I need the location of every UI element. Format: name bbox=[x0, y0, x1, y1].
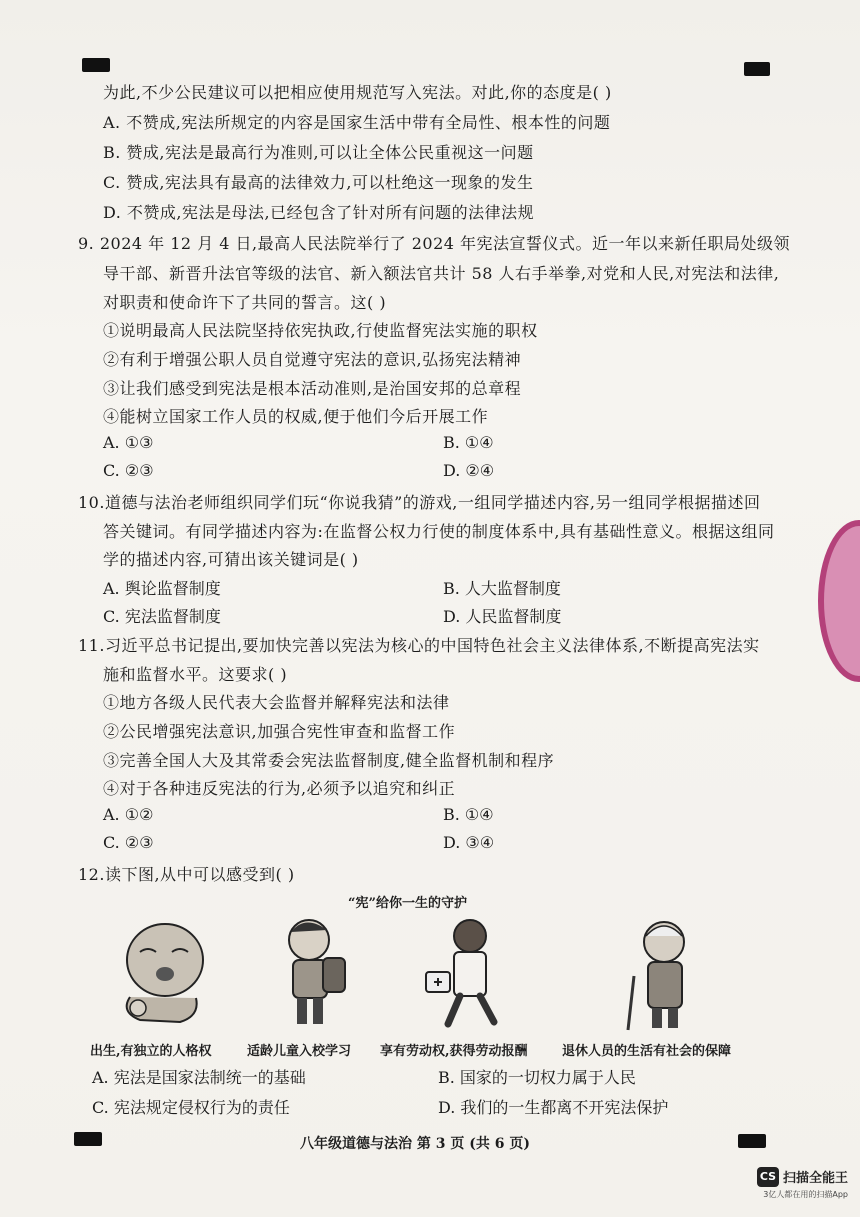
q10-stem-line-3: 学的描述内容,可猜出该关键词是( ) bbox=[103, 550, 359, 569]
caption-school: 适龄儿童入校学习 bbox=[247, 1044, 352, 1059]
q12-option-d: D. 我们的一生都离不开宪法保护 bbox=[438, 1098, 669, 1117]
q11-option-a: A. ①② bbox=[103, 805, 154, 824]
q11-option-d: D. ③④ bbox=[443, 833, 495, 852]
q11-stem-line-1: 11.习近平总书记提出,要加快完善以宪法为核心的中国特色社会主义法律体系,不断提高宪法实 bbox=[78, 636, 760, 655]
caption-labor: 享有劳动权,获得劳动报酬 bbox=[380, 1044, 528, 1059]
page-footer: 八年级道德与法治 第 3 页 (共 6 页) bbox=[300, 1136, 530, 1152]
q9-stem-line-2: 导干部、新晋升法官等级的法官、新入额法官共计 58 人右手举拳,对党和人民,对宪法和法律, bbox=[103, 264, 780, 283]
registration-mark-top-right bbox=[744, 62, 770, 76]
q9-option-b: B. ①④ bbox=[443, 433, 494, 452]
q11-option-b: B. ①④ bbox=[443, 805, 494, 824]
q11-statement-1: ①地方各级人民代表大会监督并解释宪法和法律 bbox=[103, 693, 450, 712]
scanner-watermark bbox=[757, 1166, 848, 1200]
q10-stem-line-2: 答关键词。有同学描述内容为:在监督公权力行使的制度体系中,具有基础性意义。根据这组同 bbox=[103, 522, 775, 541]
q9-option-c: C. ②③ bbox=[103, 461, 154, 480]
registration-mark-bottom-right bbox=[738, 1134, 766, 1148]
q11-statement-4: ④对于各种违反宪法的行为,必须予以追究和纠正 bbox=[103, 779, 456, 798]
q9-statement-2: ②有利于增强公职人员自觉遵守宪法的意识,弘扬宪法精神 bbox=[103, 350, 522, 369]
q10-option-b: B. 人大监督制度 bbox=[443, 579, 561, 598]
worker-illustration bbox=[418, 912, 518, 1032]
camscanner-logo-icon: CS bbox=[757, 1167, 779, 1187]
brand-tagline: 3亿人都在用的扫描App bbox=[763, 1189, 848, 1199]
q10-option-d: D. 人民监督制度 bbox=[443, 607, 562, 626]
baby-illustration bbox=[110, 912, 220, 1032]
retiree-illustration bbox=[620, 912, 700, 1032]
q11-statement-3: ③完善全国人大及其常委会宪法监督制度,健全监督机制和程序 bbox=[103, 751, 555, 770]
q8-option-d: D. 不赞成,宪法是母法,已经包含了针对所有问题的法律法规 bbox=[103, 203, 535, 222]
q8-option-a: A. 不赞成,宪法所规定的内容是国家生活中带有全局性、根本性的问题 bbox=[103, 113, 611, 132]
q9-statement-1: ①说明最高人民法院坚持依宪执政,行使监督宪法实施的职权 bbox=[103, 321, 538, 340]
q10-stem-line-1: 10.道德与法治老师组织同学们玩“你说我猜”的游戏,一组同学描述内容,另一组同学根据描述回 bbox=[78, 493, 761, 512]
caption-retirement: 退休人员的生活有社会的保障 bbox=[562, 1044, 732, 1059]
q9-stem-line-1: 9. 2024 年 12 月 4 日,最高人民法院举行了 2024 年宪法宣誓仪式。近一年以来新任职局处级领 bbox=[78, 234, 791, 253]
brand-name: 扫描全能王 bbox=[782, 1171, 848, 1186]
q11-statement-2: ②公民增强宪法意识,加强合宪性审查和监督工作 bbox=[103, 722, 456, 741]
q11-stem-line-2: 施和监督水平。这要求( ) bbox=[103, 665, 288, 684]
q11-option-c: C. ②③ bbox=[103, 833, 154, 852]
q9-stem-line-3: 对职责和使命许下了共同的誓言。这( ) bbox=[103, 293, 387, 312]
q10-option-a: A. 舆论监督制度 bbox=[103, 579, 221, 598]
q10-option-c: C. 宪法监督制度 bbox=[103, 607, 221, 626]
q12-option-a: A. 宪法是国家法制统一的基础 bbox=[92, 1068, 306, 1087]
edge-decoration bbox=[818, 520, 860, 682]
schoolchild-illustration bbox=[275, 912, 355, 1032]
q8-option-c: C. 赞成,宪法具有最高的法律效力,可以杜绝这一现象的发生 bbox=[103, 173, 534, 192]
registration-mark-top-left bbox=[82, 58, 110, 72]
q12-option-c: C. 宪法规定侵权行为的责任 bbox=[92, 1098, 290, 1117]
q8-stem: 为此,不少公民建议可以把相应使用规范写入宪法。对此,你的态度是( ) bbox=[103, 83, 612, 102]
q9-option-a: A. ①③ bbox=[103, 433, 154, 452]
figure-title: “宪”给你一生的守护 bbox=[348, 896, 467, 911]
q12-stem: 12.读下图,从中可以感受到( ) bbox=[78, 865, 295, 884]
q12-option-b: B. 国家的一切权力属于人民 bbox=[438, 1068, 636, 1087]
q9-statement-4: ④能树立国家工作人员的权威,便于他们今后开展工作 bbox=[103, 407, 489, 426]
q8-option-b: B. 赞成,宪法是最高行为准则,可以让全体公民重视这一问题 bbox=[103, 143, 534, 162]
q9-statement-3: ③让我们感受到宪法是根本活动准则,是治国安邦的总章程 bbox=[103, 379, 522, 398]
caption-birth: 出生,有独立的人格权 bbox=[90, 1044, 212, 1059]
q9-option-d: D. ②④ bbox=[443, 461, 495, 480]
registration-mark-bottom-left bbox=[74, 1132, 102, 1146]
